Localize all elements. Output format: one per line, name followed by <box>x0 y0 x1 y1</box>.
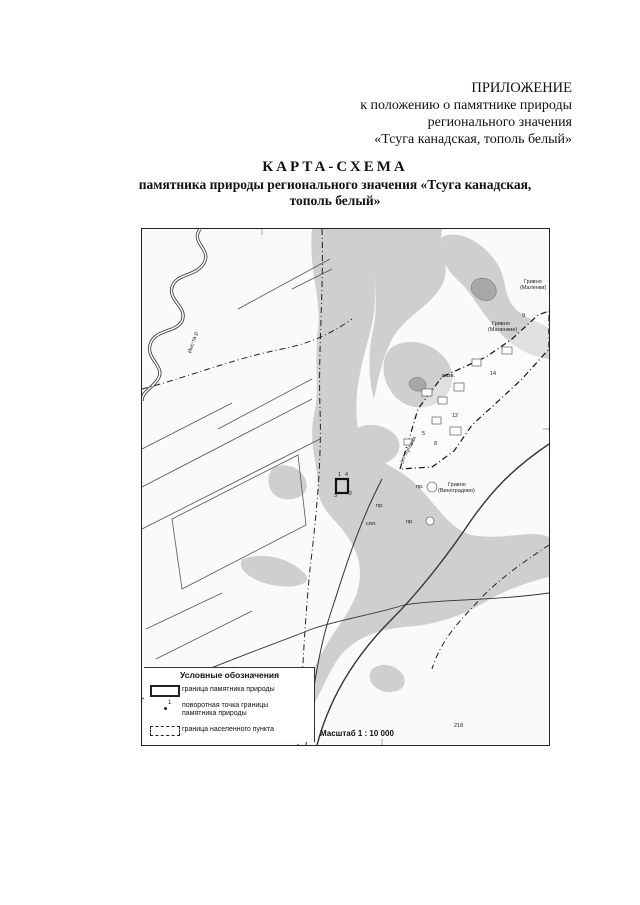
legend-swatch-point <box>164 707 167 710</box>
heading-title: КАРТА-СХЕМА <box>262 159 408 175</box>
heading-subtitle: памятника природы регионального значения «Тсуга канадская, <box>138 177 532 192</box>
appendix-title: ПРИЛОЖЕНИЕ <box>471 80 572 96</box>
appendix-line: регионального значения <box>427 115 572 130</box>
label-pr: пр. <box>406 519 414 525</box>
river-inner <box>142 229 206 401</box>
point-label: 12 <box>452 413 459 419</box>
map-canvas <box>141 228 550 746</box>
point-label: 9 <box>522 313 526 319</box>
map-scale: Масштаб 1 : 10 000 <box>320 729 394 738</box>
label-pr: пр. <box>376 503 384 509</box>
legend-swatch-settlement <box>150 726 180 736</box>
label-vinogradovo: (Виноградово) <box>438 488 475 494</box>
point-label: 5 <box>422 431 426 437</box>
legend-point-number: 1 <box>168 700 172 706</box>
legend-title: Условные обозначения <box>180 670 280 680</box>
forest-area <box>241 229 549 707</box>
label-grivno: Гривно <box>524 279 542 285</box>
map-legend <box>144 667 315 742</box>
label-street: ул. Луговая <box>399 435 419 465</box>
appendix-line: к положению о памятнике природы <box>360 98 572 113</box>
legend-swatch-monument <box>150 685 180 697</box>
map-heading <box>100 157 570 209</box>
point-label: 14 <box>490 371 497 377</box>
heading-subtitle: тополь белый» <box>289 193 381 208</box>
river-line <box>142 229 206 401</box>
label-river: Инс-та р. <box>187 330 201 354</box>
point-label: 8 <box>434 441 438 447</box>
point-label: 2 <box>349 491 353 497</box>
appendix-line: «Тсуга канадская, тополь белый» <box>374 132 572 147</box>
field-boundaries <box>142 259 332 659</box>
label-pr: пр. <box>416 484 424 490</box>
legend-item: граница населенного пункта <box>182 726 275 733</box>
label-grivno: Гривно <box>448 482 466 488</box>
label-razv: разв. <box>442 373 456 379</box>
point-label: 1 <box>338 472 342 478</box>
appendix-block <box>272 80 572 148</box>
point-label: 4 <box>345 472 349 478</box>
label-sil: сил. <box>366 521 377 527</box>
label-malenki: (Маленкие) <box>488 327 518 333</box>
legend-item: памятника природы <box>182 710 247 717</box>
label-grid: 218 <box>454 723 464 729</box>
legend-item: поворотная точка границы <box>182 702 269 709</box>
legend-item: граница памятника природы <box>182 686 275 693</box>
point-label: 3 <box>334 493 338 499</box>
label-malenki: (Маленки) <box>520 285 547 291</box>
label-grivno: Гривно <box>492 321 510 327</box>
